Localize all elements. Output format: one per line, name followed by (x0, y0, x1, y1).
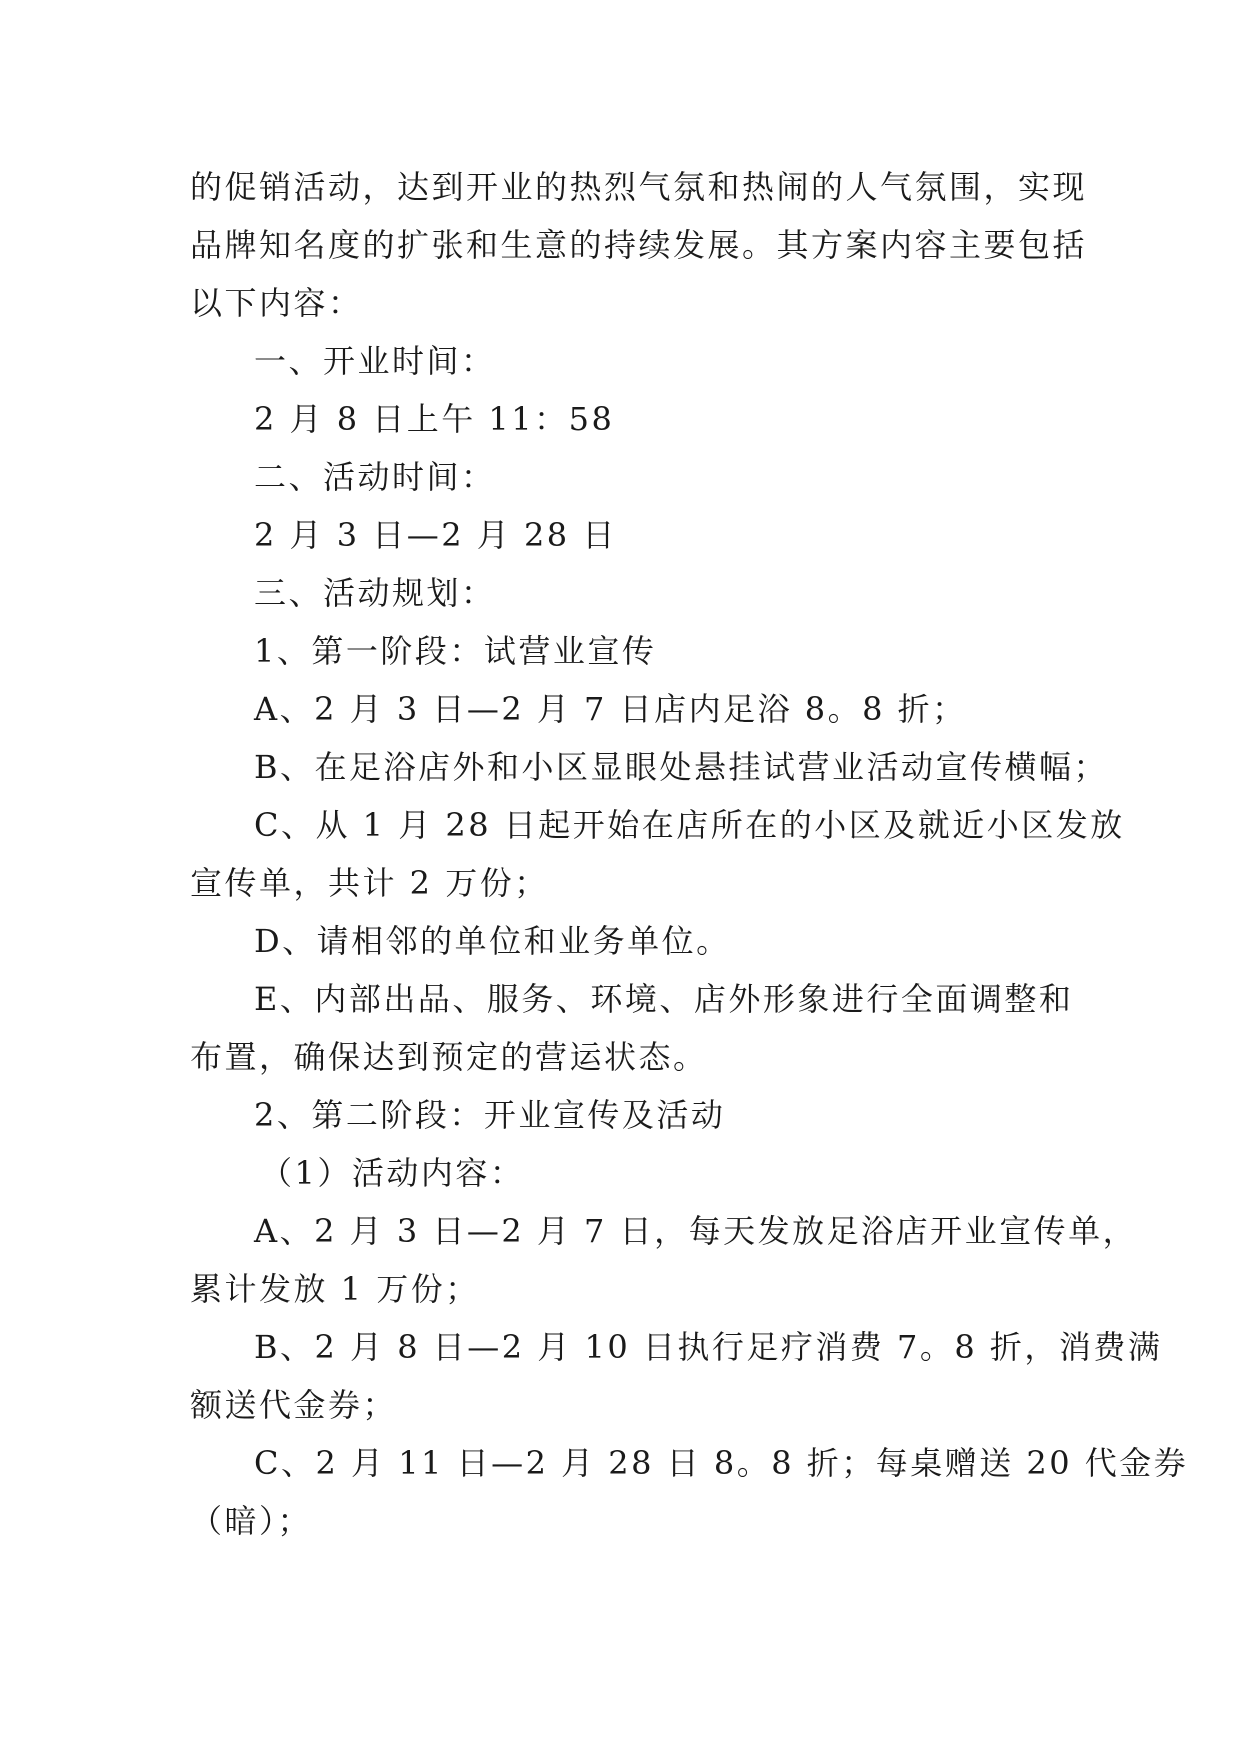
section-heading: 一、开业时间： (254, 342, 496, 380)
list-item-continuation: 累计发放 1 万份； (190, 1270, 480, 1308)
list-item-continuation: 布置，确保达到预定的营运状态。 (190, 1038, 708, 1076)
list-item: A、2 月 3 日—2 月 7 日，每天发放足浴店开业宣传单， (254, 1212, 1138, 1250)
list-item: C、2 月 11 日—2 月 28 日 8。8 折；每桌赠送 20 代金券 (254, 1444, 1189, 1482)
paragraph-line: 2 月 3 日—2 月 28 日 (254, 516, 617, 554)
list-item-continuation: （暗）； (190, 1502, 313, 1540)
list-item-continuation: 额送代金券； (190, 1386, 398, 1424)
list-item: B、2 月 8 日—2 月 10 日执行足疗消费 7。8 折，消费满 (254, 1328, 1163, 1366)
list-item: A、2 月 3 日—2 月 7 日店内足浴 8。8 折； (254, 690, 967, 728)
subsection-heading: 1、第一阶段：试营业宣传 (254, 632, 657, 670)
document-body (190, 158, 1189, 1550)
list-item: C、从 1 月 28 日起开始在店所在的小区及就近小区发放 (254, 806, 1125, 844)
subsection-heading: 2、第二阶段：开业宣传及活动 (254, 1096, 726, 1134)
paragraph-line: 的促销活动，达到开业的热烈气氛和热闹的人气氛围，实现 (190, 168, 1088, 206)
list-item: B、在足浴店外和小区显眼处悬挂试营业活动宣传横幅； (254, 748, 1109, 786)
subsection-heading: （1）活动内容： (260, 1154, 525, 1192)
list-item-continuation: 宣传单，共计 2 万份； (190, 864, 549, 902)
list-item: D、请相邻的单位和业务单位。 (254, 922, 731, 960)
paragraph-line: 2 月 8 日上午 11：58 (254, 400, 615, 438)
section-heading: 二、活动时间： (254, 458, 496, 496)
paragraph-line: 品牌知名度的扩张和生意的持续发展。其方案内容主要包括 (190, 226, 1088, 264)
list-item: E、内部出品、服务、环境、店外形象进行全面调整和 (254, 980, 1074, 1018)
paragraph-line: 以下内容： (190, 284, 363, 322)
section-heading: 三、活动规划： (254, 574, 496, 612)
